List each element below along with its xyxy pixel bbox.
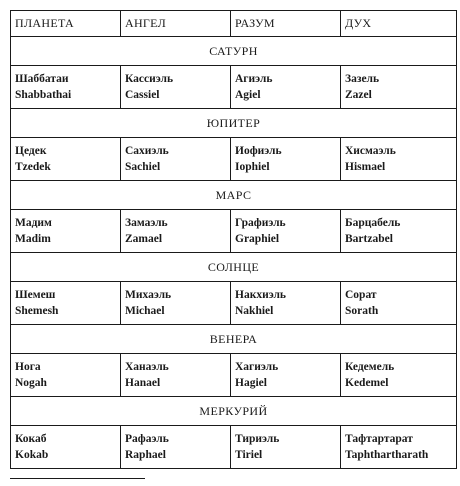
name-ru: Зазель [345,73,380,85]
header-row [11,11,457,37]
planet-name: МЕРКУРИЙ [11,397,457,426]
name-ru: Сахиэль [125,145,169,157]
name-ru: Рафаэль [125,433,169,445]
spirit-cell [341,66,457,109]
table-row [11,138,457,181]
header-planet: ПЛАНЕТА [11,11,121,37]
name-latin: Zazel [345,89,372,101]
name-latin: Agiel [235,89,261,101]
planet-cell [11,282,121,325]
planet-row-mercury [11,397,457,426]
planet-cell [11,426,121,469]
planetary-correspondence-table-container [10,10,456,469]
name-ru: Кокаб [15,433,47,445]
planet-row-mars [11,181,457,210]
name-latin: Tzedek [15,161,51,173]
name-ru: Графиэль [235,217,286,229]
name-latin: Madim [15,233,51,245]
header-angel: АНГЕЛ [121,11,231,37]
intelligence-cell [231,66,341,109]
table-row [11,282,457,325]
planet-name: МАРС [11,181,457,210]
name-latin: Kokab [15,449,49,461]
planet-name: САТУРН [11,37,457,66]
table-row [11,426,457,469]
planet-cell [11,66,121,109]
header-spirit: ДУХ [341,11,457,37]
name-ru: Агиэль [235,73,273,85]
planet-name: ЮПИТЕР [11,109,457,138]
name-latin: Sorath [345,305,379,317]
name-latin: Michael [125,305,165,317]
name-ru: Шемеш [15,289,56,301]
name-latin: Bartzabel [345,233,393,245]
name-latin: Hanael [125,377,161,389]
name-ru: Накхиэль [235,289,286,301]
name-ru: Тириэль [235,433,280,445]
name-latin: Iophiel [235,161,270,173]
name-latin: Cassiel [125,89,160,101]
name-latin: Sachiel [125,161,161,173]
name-latin: Raphael [125,449,166,461]
planet-name: ВЕНЕРА [11,325,457,354]
name-ru: Тафтартарат [345,433,413,445]
angel-cell [121,282,231,325]
name-latin: Graphiel [235,233,280,245]
name-ru: Кедемель [345,361,395,373]
intelligence-cell [231,282,341,325]
planet-cell [11,138,121,181]
angel-cell [121,66,231,109]
name-latin: Nogah [15,377,47,389]
spirit-cell [341,210,457,253]
angel-cell [121,426,231,469]
name-ru: Замаэль [125,217,168,229]
name-ru: Хисмаэль [345,145,396,157]
footnote-divider [10,478,145,479]
spirit-cell [341,426,457,469]
name-latin: Tiriel [235,449,263,461]
name-latin: Shemesh [15,305,59,317]
name-ru: Барцабель [345,217,401,229]
header-intelligence: РАЗУМ [231,11,341,37]
planet-cell [11,354,121,397]
name-latin: Zamael [125,233,163,245]
planet-row-saturn [11,37,457,66]
planet-cell [11,210,121,253]
name-ru: Нога [15,361,41,373]
intelligence-cell [231,210,341,253]
name-ru: Цедек [15,145,47,157]
name-ru: Хагиэль [235,361,279,373]
name-ru: Сорат [345,289,377,301]
name-ru: Мадим [15,217,52,229]
spirit-cell [341,138,457,181]
planet-row-jupiter [11,109,457,138]
planet-row-sun [11,253,457,282]
table-row [11,66,457,109]
intelligence-cell [231,138,341,181]
spirit-cell [341,282,457,325]
table-row [11,354,457,397]
planet-name: СОЛНЦЕ [11,253,457,282]
intelligence-cell [231,426,341,469]
name-latin: Hagiel [235,377,267,389]
name-ru: Кассиэль [125,73,174,85]
name-ru: Михаэль [125,289,172,301]
name-latin: Hismael [345,161,386,173]
name-latin: Kedemel [345,377,389,389]
name-latin: Shabbathai [15,89,72,101]
angel-cell [121,354,231,397]
intelligence-cell [231,354,341,397]
name-latin: Nakhiel [235,305,274,317]
angel-cell [121,138,231,181]
table-row [11,210,457,253]
planetary-correspondence-table [10,10,457,469]
name-ru: Шаббатаи [15,73,69,85]
spirit-cell [341,354,457,397]
planet-row-venus [11,325,457,354]
name-ru: Ханаэль [125,361,169,373]
name-ru: Иофиэль [235,145,282,157]
angel-cell [121,210,231,253]
name-latin: Taphthartharath [345,449,429,461]
